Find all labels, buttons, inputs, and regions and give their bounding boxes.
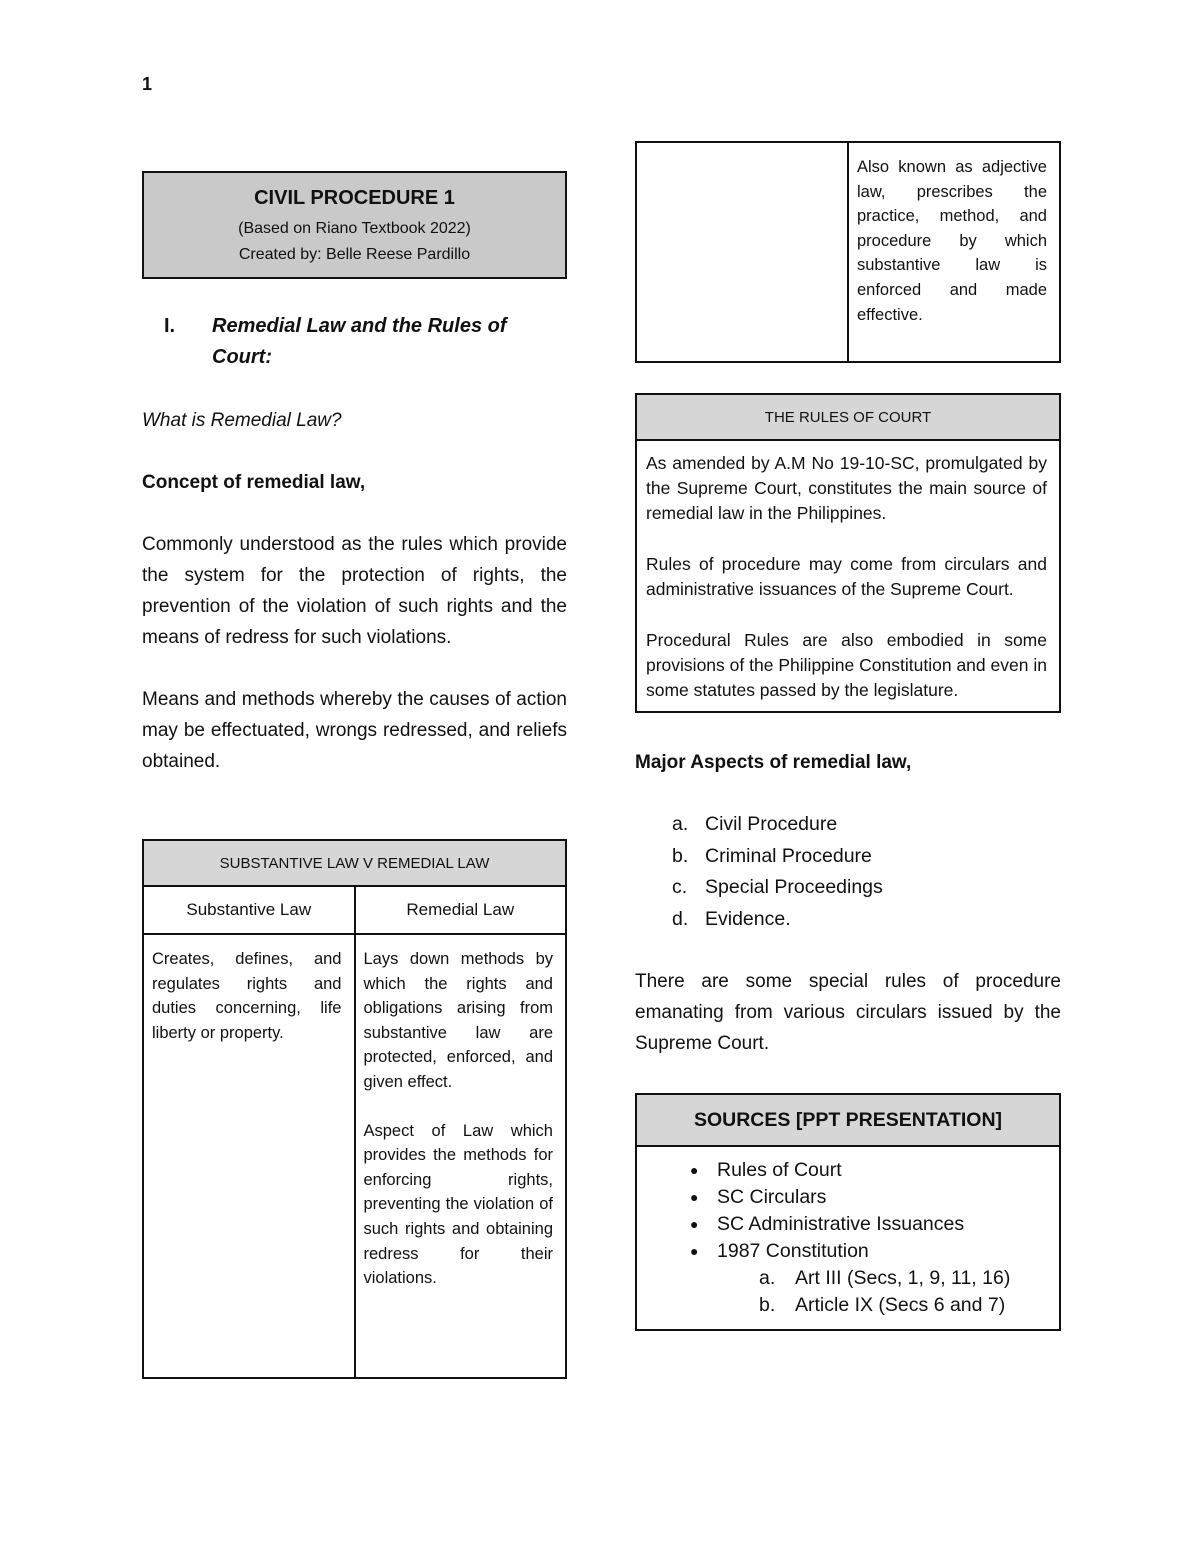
- bullet-icon: ●: [690, 1243, 699, 1259]
- list-item: a. Civil Procedure: [672, 813, 838, 835]
- sources-body: [636, 1146, 1060, 1330]
- continued-table-empty-cell: [636, 142, 848, 362]
- remedial-law-header: Remedial Law: [355, 886, 567, 934]
- paragraph-definition: Commonly understood as the rules which provide the system for the protection of rights, the prevention of the violation of such rights and the means of redress for such violations.: [142, 534, 567, 648]
- section-heading: [142, 311, 567, 373]
- list-item: a. Art III (Secs, 1, 9, 11, 16): [759, 1267, 1011, 1289]
- aspects-list: [635, 809, 1061, 935]
- list-item: ● 1987 Constitution: [645, 1238, 1051, 1265]
- bullet-icon: ●: [690, 1189, 699, 1205]
- sources-table: [635, 1093, 1061, 1331]
- substantive-law-text: Creates, defines, and regulates rights and duties concerning, life liberty or property.: [152, 950, 342, 1042]
- remedial-law-text-2: Aspect of Law which provides the methods for enforcing rights, preventing the violation of such rights and obtaining redress for their violations.: [363, 1121, 553, 1288]
- rules-paragraph-3: Procedural Rules are also embodied in some provisions of the Philippine Constitution and even in some statutes passed by the legislature.: [646, 630, 1047, 700]
- special-rules-paragraph: There are some special rules of procedure emanating from various circulars issued by the Supreme Court.: [635, 971, 1061, 1054]
- remedial-law-cell: [355, 934, 567, 1378]
- list-item: b. Criminal Procedure: [672, 844, 872, 867]
- right-column: [635, 141, 1061, 1331]
- section-numeral: I.: [164, 315, 176, 337]
- document-author: Created by: Belle Reese Pardillo: [238, 246, 471, 263]
- rules-of-court-header: THE RULES OF COURT: [636, 394, 1060, 440]
- adjective-law-cell: [848, 142, 1060, 362]
- aspects-heading: Major Aspects of remedial law,: [635, 752, 912, 773]
- bullet-icon: ●: [690, 1216, 699, 1232]
- title-box: [142, 171, 567, 279]
- sources-header: SOURCES [PPT PRESENTATION]: [636, 1094, 1060, 1146]
- concept-heading: Concept of remedial law,: [142, 472, 366, 493]
- list-item: c. Special Proceedings: [672, 876, 883, 898]
- rules-paragraph-2: Rules of procedure may come from circulars and administrative issuances of the Supreme Court.: [646, 554, 1047, 599]
- rules-of-court-body: [636, 440, 1060, 712]
- document-title: CIVIL PROCEDURE 1: [254, 187, 455, 209]
- section-title: Remedial Law and the Rules of Court:: [212, 315, 507, 368]
- comparison-table-header: SUBSTANTIVE LAW V REMEDIAL LAW: [143, 840, 566, 886]
- list-item: ● SC Circulars: [645, 1184, 1051, 1211]
- adjective-law-text: Also known as adjective law, prescribes the practice, method, and procedure by which substantive law is enforced and made effective.: [857, 158, 1047, 324]
- continued-table: [635, 141, 1061, 363]
- rules-paragraph-1: As amended by A.M No 19-10-SC, promulgated by the Supreme Court, constitutes the main source of remedial law in the Philippines.: [646, 453, 1047, 523]
- list-item: d. Evidence.: [672, 907, 791, 930]
- question-text: What is Remedial Law?: [142, 410, 342, 431]
- document-subtitle: (Based on Riano Textbook 2022): [238, 220, 471, 237]
- comparison-table: [142, 839, 567, 1379]
- rules-of-court-table: [635, 393, 1061, 713]
- bullet-icon: ●: [690, 1162, 699, 1178]
- list-item: b. Article IX (Secs 6 and 7): [759, 1294, 1006, 1316]
- left-column: [142, 171, 567, 1379]
- substantive-law-header: Substantive Law: [143, 886, 355, 934]
- list-item: ● Rules of Court: [645, 1157, 1051, 1184]
- remedial-law-text-1: Lays down methods by which the rights and obligations arising from substantive law are protected, enforced, and given effect.: [363, 950, 553, 1091]
- list-item: ● SC Administrative Issuances: [645, 1211, 1051, 1238]
- substantive-law-cell: [143, 934, 355, 1378]
- page-number: 1: [142, 74, 153, 94]
- paragraph-means: Means and methods whereby the causes of action may be effectuated, wrongs redressed, and reliefs obtained.: [142, 689, 567, 772]
